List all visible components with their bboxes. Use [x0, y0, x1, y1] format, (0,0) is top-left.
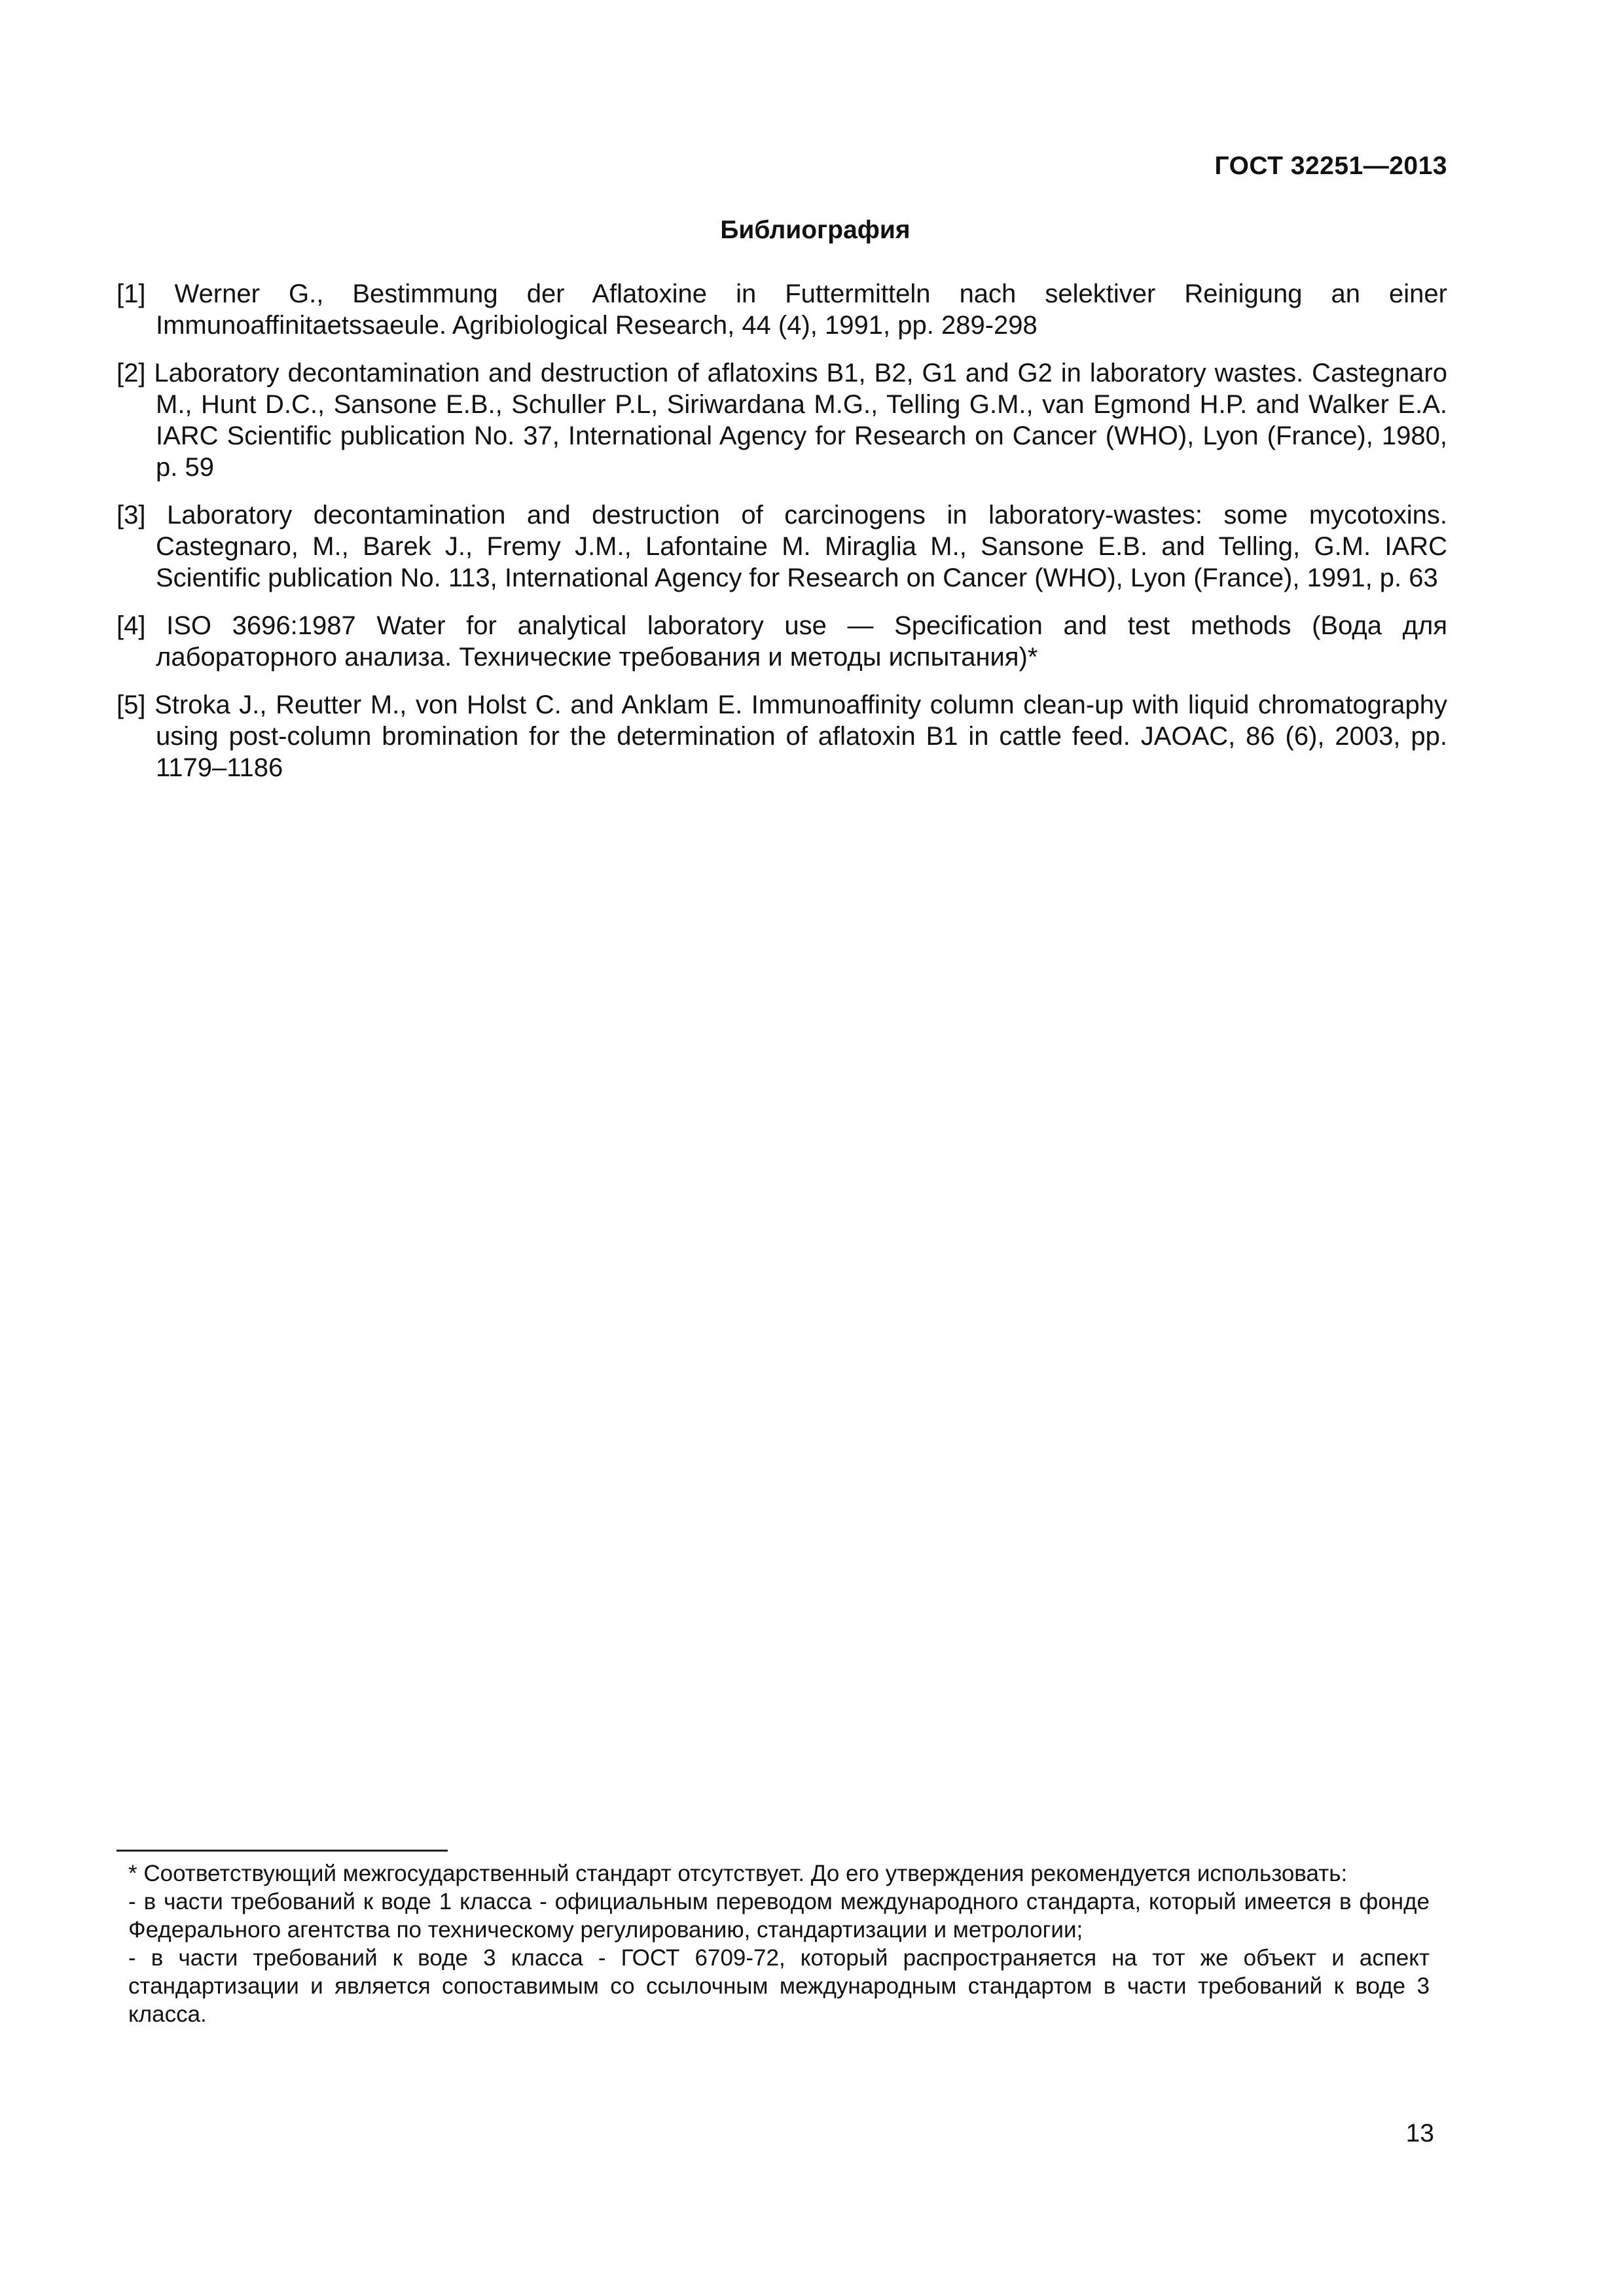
- bibliography-item: [117, 357, 1447, 483]
- reference-text: Laboratory decontamination and destruction of aflatoxins B1, B2, G1 and G2 in laboratory wastes. Castegnaro M., Hunt D.C., Sansone E.B., Schuller P.L, Siriwardana M.G., Telling G.M., van Egmond H.P. and Walker E.A. IARC Scientific publication No. 37, International Agency for Research on Cancer (WHO), Lyon (France), 1980, p. 59: [154, 359, 1447, 482]
- footnote-divider: [117, 1850, 448, 1852]
- section-title: [0, 216, 1624, 245]
- reference-number: [1]: [117, 279, 146, 308]
- bibliography-item: [117, 278, 1447, 341]
- bibliography-item: [117, 499, 1447, 594]
- reference-text: Laboratory decontamination and destruction of carcinogens in laboratory-wastes: some mycotoxins. Castegnaro, M., Barek J., Fremy J.M., Lafontaine M. Miraglia M., Sansone E.B. and Telling, G.M. IARC Scientific publication No. 113, International Agency for Research on Cancer (WHO), Lyon (France), 1991, p. 63: [156, 501, 1447, 592]
- reference-number: [5]: [117, 691, 146, 719]
- reference-number: [3]: [117, 501, 146, 529]
- footnote-line: * Соответствующий межгосударственный стандарт отсутствует. До его утверждения рекомендуется использовать:: [128, 1861, 1348, 1886]
- reference-text: Werner G., Bestimmung der Aflatoxine in Futtermitteln nach selektiver Reinigung an einer Immunoaffinitaetssaeule. Agribiological Research, 44 (4), 1991, pp. 289-298: [156, 279, 1447, 340]
- page-number: 13: [1405, 2119, 1434, 2147]
- document-id: ГОСТ 32251—2013: [1214, 152, 1447, 180]
- bibliography-item: [117, 610, 1447, 673]
- bibliography-list: [117, 278, 1447, 800]
- reference-text: ISO 3696:1987 Water for analytical laboratory use — Specification and test methods (Вода для лабораторного анализа. Технические требования и методы испытания)*: [156, 611, 1447, 672]
- footnote-line: - в части требований к воде 1 класса - официальным переводом международного стандарта, который имеется в фонде Федерального агентства по техническому регулированию, стандартизации и метрологии;: [128, 1889, 1430, 1943]
- reference-number: [2]: [117, 359, 146, 387]
- reference-number: [4]: [117, 611, 146, 640]
- bibliography-item: [117, 689, 1447, 783]
- reference-text: Stroka J., Reutter M., von Holst C. and Anklam E. Immunoaffinity column clean-up with liquid chromatography using post-column bromination for the determination of aflatoxin B1 in cattle feed. JAOAC, 86 (6), 2003, pp. 1179–1186: [154, 691, 1447, 782]
- footnote: [128, 1859, 1430, 2028]
- footnote-line: - в части требований к воде 3 класса - ГОСТ 6709-72, который распространяется на тот же объект и аспект стандартизации и является сопоставимым со ссылочным международным стандартом в части требований к воде 3 класса.: [128, 1945, 1430, 2027]
- section-title-text: Библиография: [720, 216, 911, 244]
